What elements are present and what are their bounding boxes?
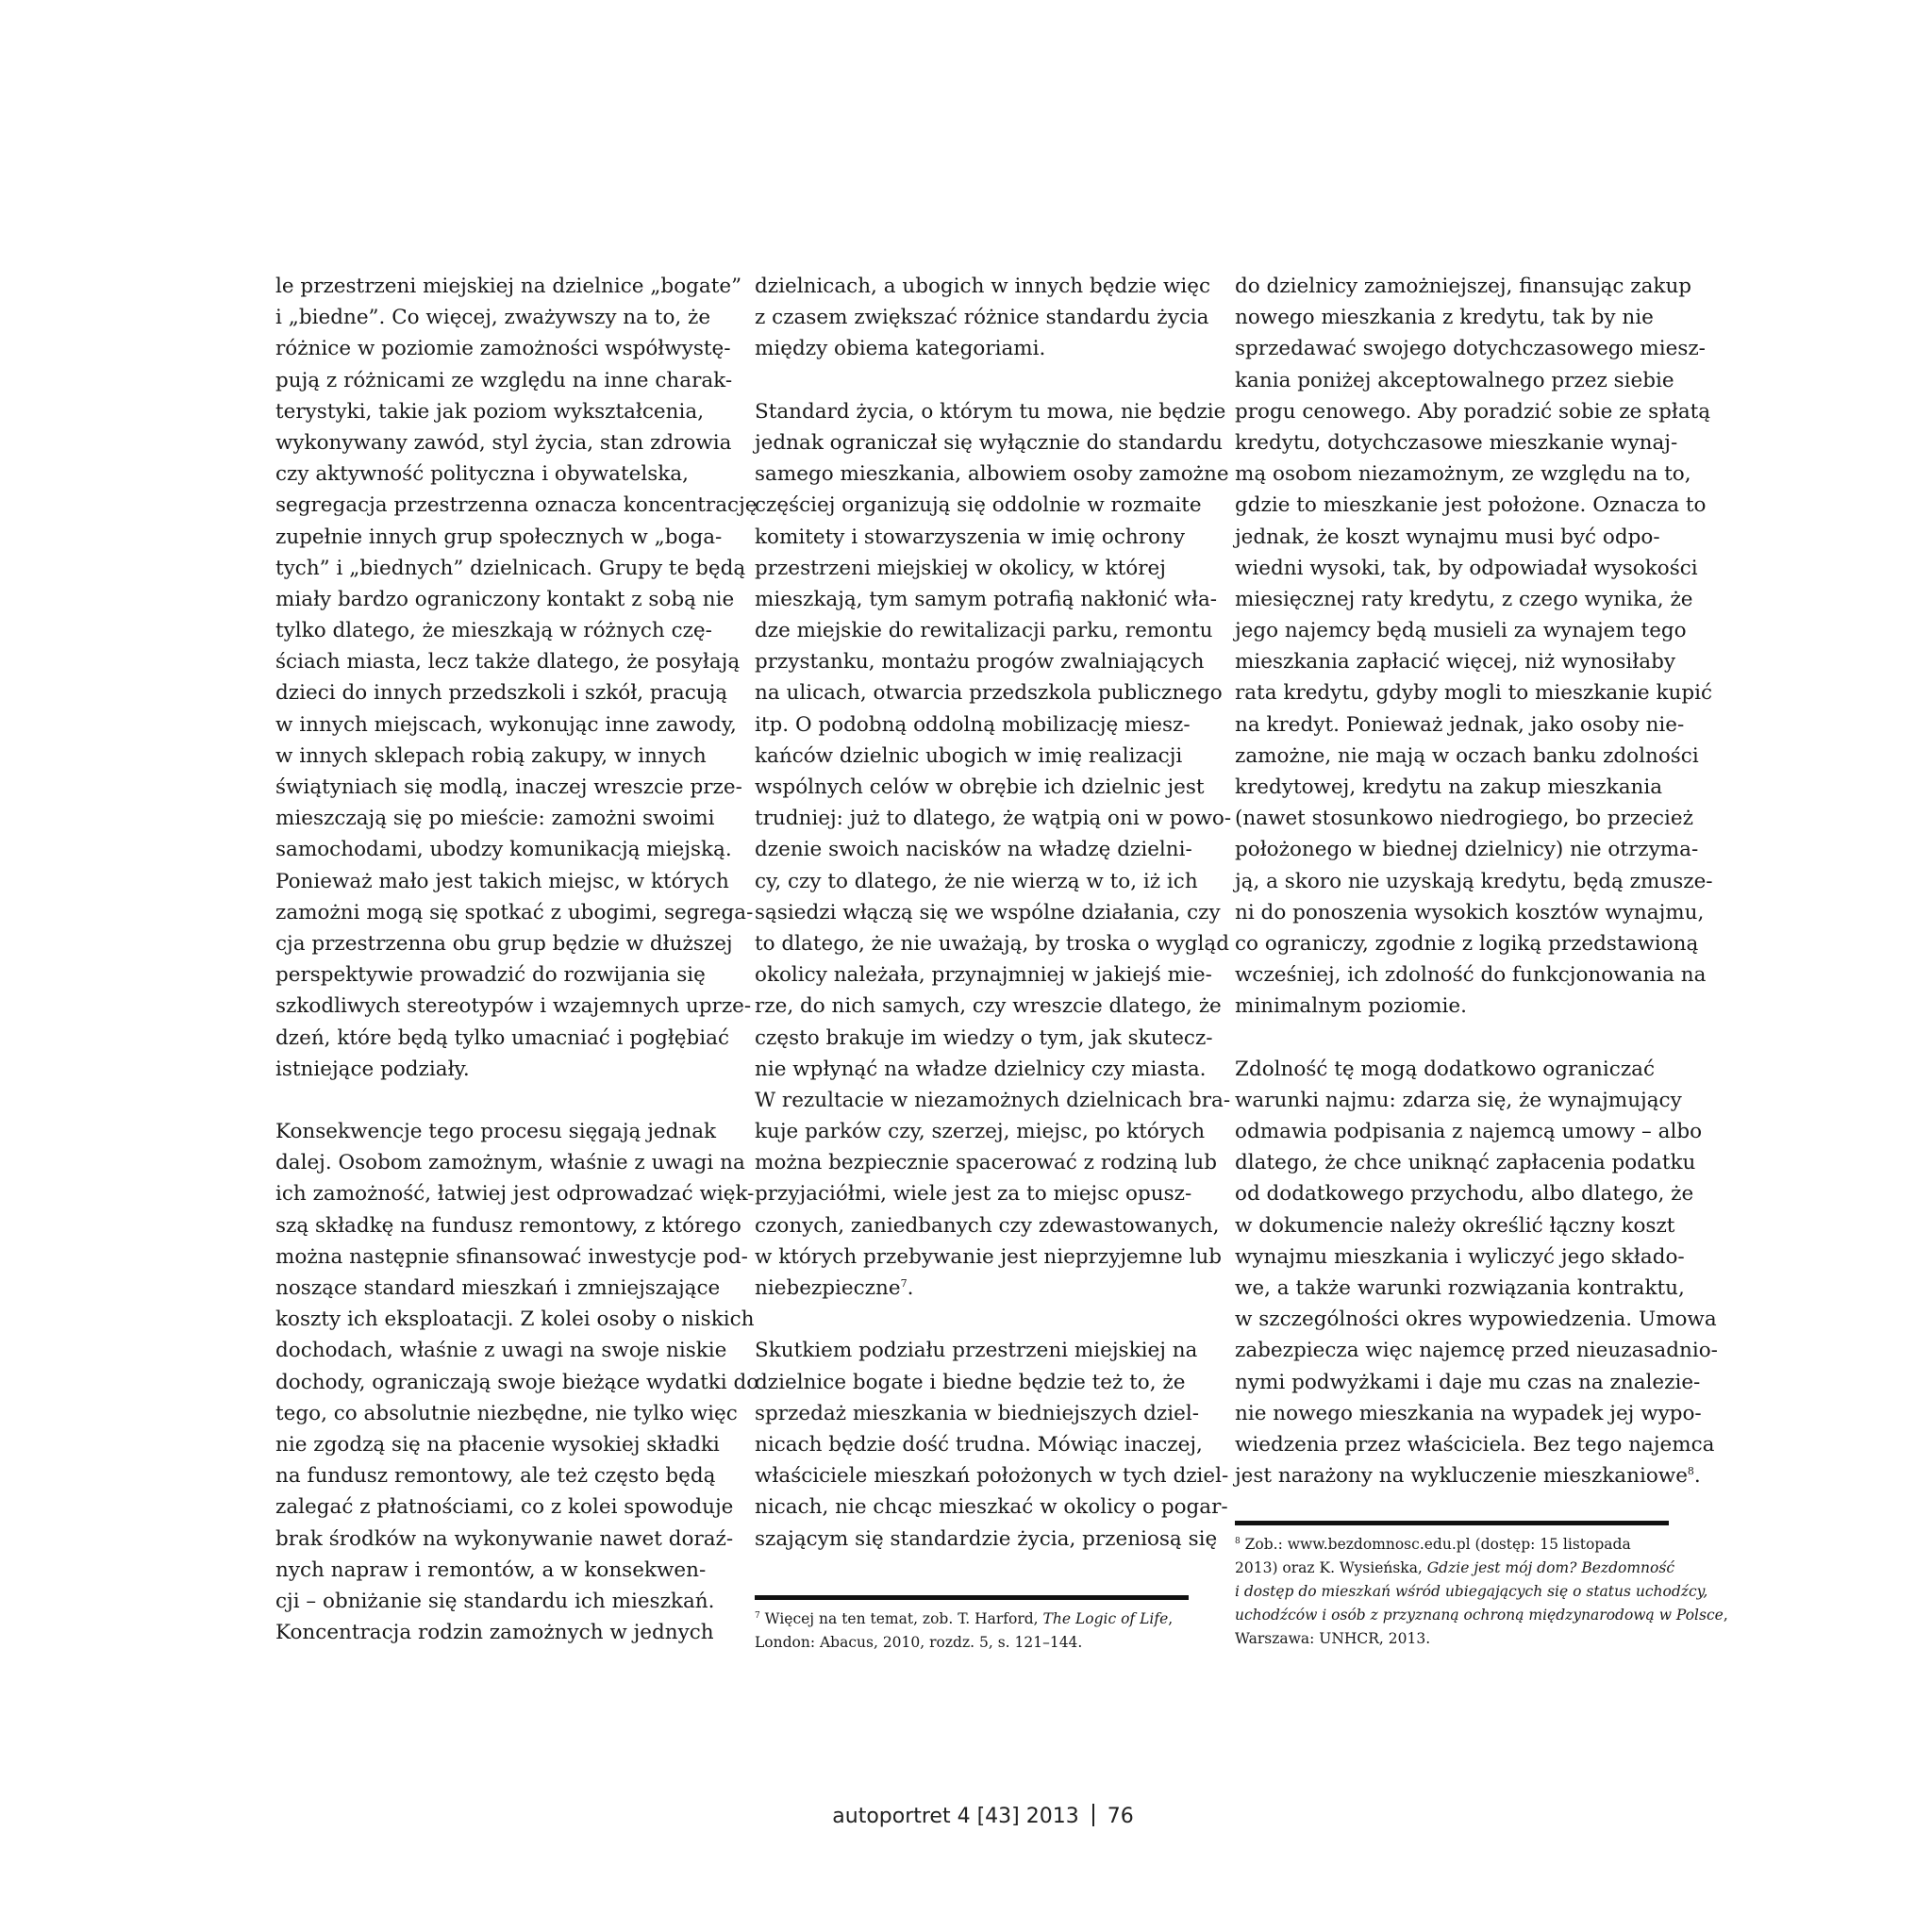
text-line: to dlatego, że nie uważają, by troska o wygląd [755, 931, 1230, 956]
text-line: jednak ograniczał się wyłącznie do standardu [755, 430, 1224, 455]
text-line: nie zgodzą się na płacenie wysokiej składki [275, 1432, 720, 1457]
text-line: na fundusz remontowy, ale też często będą [275, 1464, 716, 1489]
text-line: przyjaciółmi, wiele jest za to miejsc opusz- [755, 1182, 1192, 1207]
text-line: z czasem zwiększać różnice standardu życia [755, 306, 1209, 330]
text-line: rata kredytu, gdyby mogli to mieszkanie kupić [1235, 681, 1713, 706]
text-line: progu cenowego. Aby poradzić sobie ze spłatą [1235, 399, 1711, 424]
text-column-3 [1235, 271, 1718, 1491]
footnote-7-number: 7 [755, 1610, 760, 1621]
text-line: miesięcznej raty kredytu, z czego wynika, że [1235, 587, 1693, 611]
text-line: ni do ponoszenia wysokich kosztów wynajmu, [1235, 900, 1705, 924]
text-line: zalegać z płatnościami, co z kolei spowoduje [275, 1495, 734, 1520]
text-line: właściciele mieszkań położonych w tych dziel- [755, 1464, 1229, 1489]
text-line: Konsekwencje tego procesu sięgają jednak [275, 1120, 717, 1144]
text-line: wykonywany zawód, styl życia, stan zdrowia [275, 430, 732, 455]
text-line: brak środków na wykonywanie nawet doraź- [275, 1526, 734, 1551]
text-line: samego mieszkania, albowiem osoby zamożne [755, 462, 1229, 487]
text-line: miały bardzo ograniczony kontakt z sobą nie [275, 587, 735, 611]
text-line: w szczególności okres wypowiedzenia. Umowa [1235, 1307, 1717, 1332]
page-footer [0, 1804, 1932, 1828]
text-line: istniejące podziały. [275, 1057, 470, 1081]
paragraph-gap [755, 1304, 1231, 1335]
text-line: do dzielnicy zamożniejszej, finansując zakup [1235, 275, 1692, 298]
footnote-7-book-title: The Logic of Life [1042, 1610, 1169, 1627]
text-line: gdzie to mieszkanie jest położone. Oznacza to [1235, 493, 1707, 518]
page-number: 76 [1107, 1805, 1134, 1828]
text-line: mieszkania zapłacić więcej, niż wynosiłaby [1235, 650, 1675, 675]
text-line: nowego mieszkania z kredytu, tak by nie [1235, 306, 1654, 330]
text-line: kuje parków czy, szerzej, miejsc, po których [755, 1120, 1206, 1144]
footnote-8-line: uchodźców i osób z przyznaną ochroną międzynarodową w Polsce, [1235, 1607, 1728, 1624]
footnote-reference: 8 [1687, 1464, 1694, 1477]
footnote-8-line: $^8$ Zob.: www.bezdomnosc.edu.pl (dostęp: 15 listopada [1235, 1536, 1631, 1553]
text-line: częściej organizują się oddolnie w rozmaite [755, 493, 1202, 518]
text-line: okolicy należała, przynajmniej w jakiejś mie- [755, 963, 1212, 988]
text-line: tych” i „biednych” dzielnicach. Grupy te będą [275, 556, 746, 580]
text-line: zabezpiecza więc najemcę przed nieuzasadnio- [1235, 1339, 1718, 1363]
text-line: w dokumencie należy określić łączny koszt [1235, 1213, 1675, 1238]
text-line: Ponieważ mało jest takich miejsc, w których [275, 869, 729, 893]
text-line: wcześniej, ich zdolność do funkcjonowania na [1235, 963, 1707, 988]
paragraph-gap [275, 1085, 758, 1116]
text-line: noszące standard mieszkań i zmniejszające [275, 1276, 721, 1300]
text-line: sprzedawać swojego dotychczasowego miesz- [1235, 337, 1706, 361]
text-line: tego, co absolutnie niezbędne, nie tylko więc [275, 1401, 738, 1425]
text-line: różnice w poziomie zamożności współwystę- [275, 337, 731, 361]
text-line: kredytu, dotychczasowe mieszkanie wynaj- [1235, 430, 1678, 455]
text-line: itp. O podobną oddolną mobilizację miesz- [755, 712, 1191, 737]
text-line: W rezultacie w niezamożnych dzielnicach bra- [755, 1088, 1231, 1112]
text-line: mą osobom niezamożnym, ze względu na to, [1235, 462, 1691, 487]
text-line: trudniej: już to dlatego, że wątpią oni w powo- [755, 807, 1232, 831]
text-line: na ulicach, otwarcia przedszkola publicznego [755, 681, 1223, 706]
text-line: wiedzenia przez właściciela. Bez tego najemca [1235, 1432, 1715, 1457]
text-line: nych napraw i remontów, a w konsekwen- [275, 1557, 707, 1582]
text-line: cja przestrzenna obu grup będzie w dłuższej [275, 931, 733, 956]
text-line: nie nowego mieszkania na wypadek jej wypo- [1235, 1401, 1702, 1425]
text-line: szkodliwych stereotypów i wzajemnych uprze- [275, 994, 752, 1019]
text-line: na kredyt. Ponieważ jednak, jako osoby nie- [1235, 712, 1685, 737]
text-line: i „biedne”. Co więcej, zważywszy na to, że [275, 306, 711, 330]
text-line: między obiema kategoriami. [755, 337, 1046, 361]
text-line: często brakuje im wiedzy o tym, jak skutecz- [755, 1025, 1213, 1050]
text-line: kańców dzielnic ubogich w imię realizacji [755, 743, 1183, 768]
text-line: można bezpiecznie spacerować z rodziną lub [755, 1151, 1218, 1175]
text-line: dzeń, które będą tylko umacniać i pogłębiać [275, 1025, 730, 1050]
text-line: kania poniżej akceptowalnego przez siebie [1235, 368, 1674, 392]
paragraph-gap [755, 365, 1231, 396]
text-line: czonych, zaniedbanych czy zdewastowanych, [755, 1213, 1220, 1238]
text-column-1 [275, 271, 758, 1648]
text-line: zupełnie innych grup społecznych w „boga- [275, 525, 723, 549]
paragraph-gap [1235, 1023, 1718, 1054]
text-line: świątyniach się modlą, inaczej wreszcie prze- [275, 775, 742, 799]
footnote-7 [755, 1595, 1189, 1655]
text-line: ją, a skoro nie uzyskają kredytu, będą zmusze- [1235, 869, 1713, 893]
text-line: dzielnice bogate i biedne będzie też to, że [755, 1370, 1186, 1394]
text-line: zamożni mogą się spotkać z ubogimi, segrega- [275, 900, 754, 924]
text-line: wiedni wysoki, tak, by odpowiadał wysokości [1235, 556, 1698, 580]
footnote-8 [1235, 1521, 1728, 1651]
sentence-end: . [907, 1276, 914, 1300]
text-line: samochodami, ubodzy komunikacją miejską. [275, 838, 732, 862]
text-line: dochodach, właśnie z uwagi na swoje niskie [275, 1339, 727, 1363]
text-line: dzieci do innych przedszkoli i szkół, pracują [275, 681, 728, 706]
text-line: terystyki, takie jak poziom wykształcenia, [275, 399, 705, 424]
text-line: co ograniczy, zgodnie z logiką przedstawioną [1235, 931, 1699, 956]
text-line: sąsiedzi włączą się we wspólne działania, czy [755, 900, 1221, 924]
text-line: koszty ich eksploatacji. Z kolei osoby o niskich [275, 1307, 755, 1332]
text-line: cy, czy to dlatego, że nie wierzą w to, iż ich [755, 869, 1198, 893]
text-line: komitety i stowarzyszenia w imię ochrony [755, 525, 1185, 549]
text-line: Skutkiem podziału przestrzeni miejskiej na [755, 1339, 1198, 1363]
sentence-end: . [1693, 1464, 1701, 1489]
text-line: rze, do nich samych, czy wreszcie dlatego, że [755, 994, 1222, 1019]
text-line: czy aktywność polityczna i obywatelska, [275, 462, 689, 487]
footnote-8-number: 8 [1235, 1536, 1241, 1546]
text-line: dzielnicach, a ubogich w innych będzie więc [755, 275, 1211, 298]
footnote-8-line: 2013) oraz K. Wysieńska, Gdzie jest mój dom? Bezdomność [1235, 1559, 1674, 1576]
text-line: minimalnym poziomie. [1235, 994, 1467, 1019]
text-line: można następnie sfinansować inwestycje pod- [275, 1244, 748, 1269]
text-line: odmawia podpisania z najemcą umowy – albo [1235, 1120, 1703, 1144]
text-line: ściach miasta, lecz także dlatego, że posyłają [275, 650, 741, 675]
text-line: wynajmu mieszkania i wyliczyć jego składo- [1235, 1244, 1685, 1269]
text-line: w których przebywanie jest nieprzyjemne lub [755, 1244, 1223, 1269]
footer-divider [1092, 1804, 1094, 1826]
text-line: le przestrzeni miejskiej na dzielnice „bogate” [275, 275, 742, 298]
text-line: jest narażony na wykluczenie mieszkaniowe$^8$. [1235, 1464, 1701, 1489]
text-line: niebezpieczne$^7$. [755, 1276, 914, 1300]
text-line: szą składkę na fundusz remontowy, z którego [275, 1213, 741, 1238]
text-line: sprzedaż mieszkania w biedniejszych dziel- [755, 1401, 1199, 1425]
text-line: dzenie swoich nacisków na władzę dzielni- [755, 838, 1192, 862]
text-line: nie wpłynąć na władze dzielnicy czy miasta. [755, 1057, 1207, 1081]
text-line: kredytowej, kredytu na zakup mieszkania [1235, 775, 1663, 799]
text-line: Zdolność tę mogą dodatkowo ograniczać [1235, 1057, 1656, 1081]
text-line: dze miejskie do rewitalizacji parku, remontu [755, 619, 1213, 643]
text-line: tylko dlatego, że mieszkają w różnych czę- [275, 619, 712, 643]
text-line: pują z różnicami ze względu na inne charak- [275, 368, 733, 392]
text-line: zamożne, nie mają w oczach banku zdolności [1235, 743, 1699, 768]
text-line: we, a także warunki rozwiązania kontraktu, [1235, 1276, 1685, 1300]
text-line: dalej. Osobom zamożnym, właśnie z uwagi na [275, 1151, 745, 1175]
text-line: Standard życia, o którym tu mowa, nie będzie [755, 399, 1226, 424]
text-line: dochody, ograniczają swoje bieżące wydatki do [275, 1370, 759, 1394]
footnote-8-line: Warszawa: UNHCR, 2013. [1235, 1630, 1431, 1647]
text-line: szającym się standardzie życia, przeniosą się [755, 1526, 1218, 1551]
text-line: jego najemcy będą musieli za wynajem tego [1235, 619, 1687, 643]
text-line: ich zamożność, łatwiej jest odprowadzać więk- [275, 1182, 755, 1207]
text-line: nicach będzie dość trudna. Mówiąc inaczej, [755, 1432, 1203, 1457]
text-line: mieszczają się po mieście: zamożni swoimi [275, 807, 715, 831]
text-line: położonego w biednej dzielnicy) nie otrzyma- [1235, 838, 1699, 862]
footnote-7-line: $^7$ Więcej na ten temat, zob. T. Harford, The Logic of Life, [755, 1610, 1174, 1627]
text-line: mieszkają, tym samym potrafią nakłonić wła- [755, 587, 1218, 611]
journal-issue: autoportret 4 [43] 2013 [832, 1805, 1079, 1828]
text-line: nymi podwyżkami i daje mu czas na znalezie- [1235, 1370, 1701, 1394]
text-line: segregacja przestrzenna oznacza koncentrację [275, 493, 758, 518]
text-line: nicach, nie chcąc mieszkać w okolicy o pogar- [755, 1495, 1228, 1520]
footnote-7-line: London: Abacus, 2010, rozdz. 5, s. 121–144. [755, 1634, 1083, 1651]
text-line: dlatego, że chce uniknąć zapłacenia podatku [1235, 1151, 1696, 1175]
text-column-2 [755, 271, 1231, 1555]
footnote-reference: 7 [900, 1276, 908, 1290]
text-line: (nawet stosunkowo niedrogiego, bo przecież [1235, 807, 1693, 831]
footnote-8-line: i dostęp do mieszkań wśród ubiegających się o status uchodźcy, [1235, 1583, 1708, 1600]
text-line: w innych miejscach, wykonując inne zawody, [275, 712, 737, 737]
text-line: perspektywie prowadzić do rozwijania się [275, 963, 706, 988]
text-line: przestrzeni miejskiej w okolicy, w której [755, 556, 1166, 580]
text-line: przystanku, montażu progów zwalniających [755, 650, 1205, 675]
text-line: wspólnych celów w obrębie ich dzielnic jest [755, 775, 1205, 799]
text-line: Koncentracja rodzin zamożnych w jednych [275, 1621, 714, 1645]
text-line: od dodatkowego przychodu, albo dlatego, że [1235, 1182, 1694, 1207]
text-line: cji – obniżanie się standardu ich mieszkań. [275, 1589, 715, 1613]
text-line: warunki najmu: zdarza się, że wynajmujący [1235, 1088, 1682, 1112]
text-line: w innych sklepach robią zakupy, w innych [275, 743, 707, 768]
text-line: jednak, że koszt wynajmu musi być odpo- [1235, 525, 1660, 549]
